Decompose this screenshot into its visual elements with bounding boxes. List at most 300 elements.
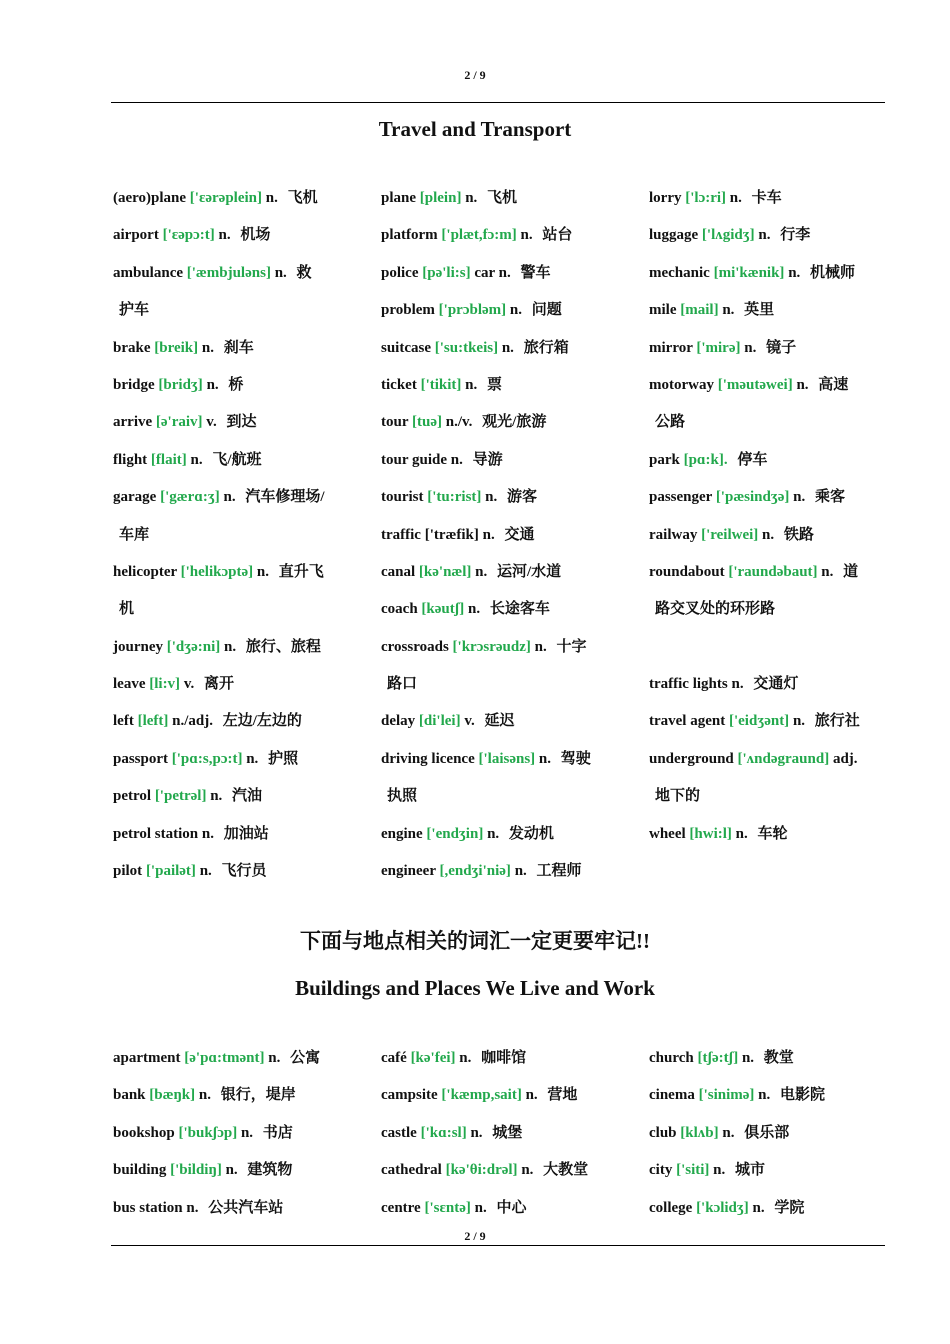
- entry-phonetic: [ə'raiv]: [155, 414, 203, 431]
- entry-pos: n.: [538, 750, 552, 767]
- entry-phonetic: [pə'li:s]: [422, 264, 471, 281]
- section-title-buildings: Buildings and Places We Live and Work: [295, 976, 655, 1000]
- entry-word: tour: [381, 414, 409, 431]
- vocab-entry: [381, 672, 627, 709]
- entry-word: pilot: [113, 863, 143, 880]
- entry-meaning: 发动机: [508, 825, 554, 842]
- vocab-entry: [381, 1083, 627, 1120]
- entry-word: coach: [381, 601, 418, 618]
- entry-phonetic: ['raundəbaut]: [728, 563, 818, 580]
- vocab-entry: [381, 410, 627, 447]
- entry-meaning: 工程师: [536, 863, 582, 880]
- entry-meaning: 交通灯: [753, 676, 799, 693]
- vocab-entry: [381, 373, 627, 410]
- entry-pos: n.: [752, 1199, 765, 1216]
- vocab-entry: [381, 597, 627, 634]
- entry-word: ambulance: [113, 264, 184, 281]
- vocab-entry: [381, 298, 627, 335]
- entry-phonetic: [kə'fei]: [410, 1050, 456, 1066]
- entry-meaning: 机场: [240, 227, 271, 244]
- entry-phonetic: ['tikit]: [420, 376, 462, 393]
- entry-meaning: 飞机: [487, 190, 518, 206]
- entry-pos: n.: [788, 264, 801, 281]
- entry-word: petrol station: [113, 825, 199, 842]
- entry-meaning: 路口: [387, 676, 418, 693]
- vocab-entry: [649, 1046, 895, 1083]
- entry-phonetic: ['plæt,fɔ:m]: [441, 227, 517, 244]
- header-rule: [111, 102, 885, 103]
- entry-meaning: 直升飞: [278, 563, 324, 580]
- vocab-entry: [649, 1196, 895, 1233]
- entry-phonetic: [tuə]: [411, 414, 442, 431]
- entry-meaning: 导游: [472, 451, 503, 468]
- entry-meaning: 乘客: [814, 489, 845, 506]
- entry-phonetic: [hwi:l]: [689, 825, 732, 842]
- entry-meaning: 建筑物: [247, 1162, 293, 1179]
- entry-meaning: 车库: [119, 526, 150, 543]
- entry-pos: n.: [796, 376, 809, 393]
- entry-meaning: 机: [119, 601, 135, 618]
- vocab-entry: [381, 1158, 627, 1195]
- vocab-entry: [113, 560, 359, 597]
- vocab-entry: [381, 261, 627, 298]
- entry-phonetic: [kəutʃ]: [421, 601, 465, 618]
- entry-pos: n.: [509, 302, 522, 319]
- entry-pos: n.: [224, 638, 237, 655]
- entry-phonetic: ['petrəl]: [154, 788, 207, 805]
- entry-pos: n.: [525, 1087, 538, 1104]
- vocab-entry: [381, 1196, 627, 1233]
- entry-phonetic: ['æmbjuləns]: [186, 264, 271, 281]
- entry-pos: n.: [268, 1050, 281, 1066]
- entry-phonetic: ['kɔlidʒ]: [696, 1199, 749, 1216]
- entry-meaning: 公共汽车站: [208, 1199, 284, 1216]
- entry-pos: n.: [741, 1050, 755, 1066]
- entry-word: luggage: [649, 227, 699, 244]
- vocab-entry: [381, 747, 627, 784]
- vocab-entry: [649, 485, 895, 522]
- entry-meaning: 汽油: [232, 788, 263, 805]
- vocab-entry: [649, 1121, 895, 1158]
- entry-pos: n.: [487, 825, 500, 842]
- vocab-entry: [113, 859, 359, 896]
- entry-pos: v.: [206, 414, 217, 431]
- entry-pos: n.: [731, 676, 744, 693]
- entry-pos: n.: [482, 526, 495, 543]
- entry-word: bus station: [113, 1199, 183, 1216]
- entry-word: bridge: [113, 376, 155, 393]
- vocab-entry: [649, 448, 895, 485]
- entry-word: building: [113, 1162, 167, 1179]
- vocab-entry: [113, 261, 359, 298]
- vocab-entry: [381, 523, 627, 560]
- entry-pos: n.: [223, 489, 236, 506]
- entry-word: railway: [649, 526, 698, 543]
- page-number-bottom: 2 / 9: [464, 1229, 486, 1243]
- vocab-entry: [113, 448, 359, 485]
- entry-word: helicopter: [113, 563, 177, 580]
- entry-pos: n.: [470, 1124, 483, 1141]
- entry-pos: n.: [793, 489, 806, 506]
- entry-meaning: 公路: [655, 414, 686, 431]
- vocab-entry: [113, 1196, 359, 1233]
- entry-meaning: 银行，堤岸: [220, 1087, 296, 1104]
- entry-meaning: 离开: [204, 676, 235, 693]
- entry-phonetic: ['kæmp,sait]: [441, 1087, 522, 1104]
- entry-meaning: 高速: [818, 376, 849, 393]
- vocab-entry: [113, 1083, 359, 1120]
- vocab-entry: [113, 747, 359, 784]
- entry-word: centre: [381, 1199, 421, 1216]
- entry-phonetic: [bridʒ]: [158, 376, 203, 393]
- entry-meaning: 护车: [119, 302, 150, 319]
- entry-meaning: 车轮: [757, 825, 788, 842]
- entry-word: platform: [381, 227, 438, 244]
- vocab-entry: [113, 298, 359, 335]
- entry-word: petrol: [113, 788, 152, 805]
- entry-word: engine: [381, 825, 423, 842]
- entry-word: wheel: [649, 825, 686, 842]
- entry-phonetic: [,endʒi'niə]: [439, 863, 511, 880]
- entry-pos: n.: [722, 1124, 735, 1141]
- vocab-entry: [381, 1046, 627, 1083]
- vocab-column-2: [381, 186, 627, 896]
- vocab-entry: [381, 822, 627, 859]
- memo-note: 下面与地点相关的词汇一定更要牢记!!: [300, 929, 650, 953]
- vocab-entry: [113, 1158, 359, 1195]
- entry-meaning: 营地: [547, 1087, 578, 1104]
- entry-meaning: 长途客车: [489, 601, 550, 618]
- vocab-entry: [113, 784, 359, 821]
- entry-pos: n.: [474, 1199, 487, 1216]
- entry-phonetic: [di'lei]: [418, 713, 461, 730]
- vocab-entry: [649, 1158, 895, 1195]
- entry-word: (aero)plane: [113, 190, 187, 206]
- entry-pos: v.: [464, 713, 475, 730]
- entry-meaning: 大教堂: [543, 1162, 589, 1179]
- vocab-entry: [113, 373, 359, 410]
- entry-meaning: 飞机: [287, 190, 318, 206]
- vocab-entry: [113, 1046, 359, 1083]
- vocab-entry: [649, 709, 895, 746]
- entry-phonetic: ['sinimə]: [698, 1087, 755, 1104]
- entry-pos: n.: [744, 339, 757, 356]
- entry-pos: n.: [198, 1087, 211, 1104]
- entry-phonetic: [plein]: [419, 190, 462, 206]
- entry-phonetic: [tʃə:tʃ]: [697, 1050, 739, 1066]
- entry-pos: n./adj.: [172, 713, 213, 730]
- section-title-travel: Travel and Transport: [378, 117, 572, 141]
- entry-phonetic: ['endʒin]: [426, 825, 484, 842]
- entry-word: city: [649, 1162, 673, 1179]
- vocab-entry: [649, 672, 895, 709]
- entry-phonetic: [flait]: [150, 451, 187, 468]
- entry-word: problem: [381, 302, 435, 319]
- entry-phonetic: [bæŋk]: [149, 1087, 196, 1104]
- vocab-entry: [649, 186, 895, 223]
- entry-phonetic: ['helikɔptə]: [180, 563, 254, 580]
- entry-pos: n.: [201, 339, 214, 356]
- vocab-entry: [649, 1083, 895, 1120]
- vocab-column-3: [649, 186, 895, 859]
- entry-meaning: 观光/旅游: [482, 414, 547, 431]
- entry-meaning: 学院: [774, 1199, 805, 1216]
- footer-rule: [111, 1245, 885, 1246]
- entry-meaning: 咖啡馆: [481, 1050, 527, 1066]
- entry-pos: adj.: [832, 750, 858, 767]
- vocab-column-3: [649, 1046, 895, 1233]
- entry-pos: n.: [521, 1162, 534, 1179]
- entry-pos: n.: [485, 489, 498, 506]
- entry-word: arrive: [113, 414, 153, 431]
- entry-pos: n.: [218, 227, 231, 244]
- entry-word: church: [649, 1050, 694, 1066]
- entry-pos: n.: [186, 1199, 199, 1216]
- entry-word: motorway: [649, 376, 714, 393]
- entry-word: passenger: [649, 489, 713, 506]
- entry-pos: n.: [246, 750, 259, 767]
- entry-phonetic: ['lʌgidʒ]: [701, 227, 755, 244]
- entry-phonetic: ['pailət]: [145, 863, 196, 880]
- entry-meaning: 票: [487, 376, 503, 393]
- entry-meaning: 中心: [496, 1199, 527, 1216]
- entry-pos: n.: [465, 190, 478, 206]
- entry-phonetic: ['tu:rist]: [427, 489, 482, 506]
- vocab-entry: [649, 223, 895, 260]
- vocab-entry: [113, 597, 359, 634]
- entry-word: travel agent: [649, 713, 726, 730]
- entry-word: mile: [649, 302, 677, 319]
- entry-meaning: 卡车: [751, 190, 782, 206]
- entry-pos: n./v.: [445, 414, 473, 431]
- entry-pos: n.: [190, 451, 203, 468]
- entry-meaning: 教堂: [763, 1050, 794, 1066]
- entry-phonetic: [li:v]: [149, 676, 181, 693]
- entry-word: brake: [113, 339, 151, 356]
- entry-meaning: 十字: [556, 638, 587, 655]
- entry-meaning: 旅行社: [814, 713, 860, 730]
- entry-pos: n.: [465, 376, 478, 393]
- entry-meaning: 游客: [507, 489, 538, 506]
- entry-meaning: 旅行箱: [523, 339, 569, 356]
- entry-meaning: 铁路: [783, 526, 814, 543]
- entry-pos: n.: [729, 190, 742, 206]
- vocab-entry: [381, 1121, 627, 1158]
- vocab-entry: [649, 635, 895, 672]
- entry-word: café: [381, 1050, 407, 1066]
- entry-phonetic: ['dʒə:ni]: [166, 638, 221, 655]
- entry-phonetic: ['bildiŋ]: [170, 1162, 222, 1179]
- entry-phonetic: ['pæsindʒə]: [715, 489, 790, 506]
- vocab-entry: [649, 560, 895, 597]
- entry-meaning: 运河/水道: [497, 563, 562, 580]
- entry-meaning: 路交叉处的环形路: [655, 601, 776, 618]
- entry-phonetic: ['ɛəpɔ:t]: [162, 227, 215, 244]
- entry-meaning: 桥: [228, 376, 244, 393]
- entry-meaning: 停车: [737, 451, 768, 468]
- entry-word: passport: [113, 750, 169, 767]
- vocab-entry: [649, 523, 895, 560]
- vocab-entry: [113, 635, 359, 672]
- entry-word: flight: [113, 451, 148, 468]
- entry-word: bookshop: [113, 1124, 175, 1141]
- entry-pos: n.: [792, 713, 806, 730]
- page-number-top: 2 / 9: [464, 68, 486, 82]
- vocab-entry: [113, 523, 359, 560]
- vocab-entry: [649, 597, 895, 634]
- entry-pos: n.: [762, 526, 775, 543]
- entry-word: cinema: [649, 1087, 695, 1104]
- entry-word: leave: [113, 676, 146, 693]
- entry-word: cathedral: [381, 1162, 442, 1179]
- vocab-entry: [381, 635, 627, 672]
- entry-word: airport: [113, 227, 159, 244]
- entry-meaning: 机械师: [810, 264, 856, 281]
- entry-pos: n.: [206, 376, 219, 393]
- entry-phonetic: ['prɔbləm]: [438, 302, 507, 319]
- vocab-entry: [649, 373, 895, 410]
- entry-word: engineer: [381, 863, 436, 880]
- entry-word: bank: [113, 1087, 146, 1104]
- entry-phonetic: [kə'næl]: [418, 563, 472, 580]
- entry-phonetic: [left]: [137, 713, 169, 730]
- entry-pos: n.: [225, 1162, 238, 1179]
- entry-word: roundabout: [649, 563, 725, 580]
- entry-word: suitcase: [381, 339, 431, 356]
- entry-pos: n.: [758, 227, 771, 244]
- vocab-entry: [381, 485, 627, 522]
- entry-meaning: 延迟: [484, 713, 515, 730]
- entry-meaning: 城市: [735, 1162, 766, 1179]
- entry-phonetic: ['məutəwei]: [717, 376, 793, 393]
- entry-phonetic: ['krɔsrəudz]: [452, 638, 531, 655]
- entry-phonetic: [klʌb]: [680, 1124, 719, 1141]
- entry-pos: n.: [459, 1050, 472, 1066]
- entry-phonetic: ['bukʃɔp]: [178, 1124, 238, 1141]
- entry-pos: n.: [758, 1087, 771, 1104]
- entry-meaning: 城堡: [492, 1124, 523, 1141]
- vocab-entry: [649, 822, 895, 859]
- entry-meaning: 问题: [531, 302, 562, 319]
- entry-phonetic: ['ʌndəgraund]: [737, 750, 830, 767]
- entry-pos: n.: [735, 825, 748, 842]
- entry-meaning: 英里: [744, 302, 775, 319]
- entry-meaning: 飞行员: [221, 863, 267, 880]
- vocab-entry: [113, 186, 359, 223]
- vocab-entry: [381, 448, 627, 485]
- entry-word: journey: [113, 638, 163, 655]
- entry-phonetic: [kə'θi:drəl]: [445, 1162, 518, 1179]
- entry-word: park: [649, 451, 680, 468]
- entry-pos: n.: [475, 563, 488, 580]
- vocab-entry: [113, 709, 359, 746]
- entry-meaning: 执照: [387, 788, 418, 805]
- vocab-entry: [381, 560, 627, 597]
- entry-meaning: 交通: [504, 526, 535, 543]
- vocab-entry: [113, 336, 359, 373]
- entry-word: left: [113, 713, 134, 730]
- entry-word: castle: [381, 1124, 417, 1141]
- vocab-entry: [113, 485, 359, 522]
- vocab-entry: [649, 298, 895, 335]
- entry-word: college: [649, 1199, 693, 1216]
- vocab-entry: [113, 410, 359, 447]
- entry-phonetic: [ə'pɑ:tmənt]: [184, 1050, 265, 1066]
- entry-phonetic: ['gærɑ:ʒ]: [160, 489, 220, 506]
- entry-phonetic: [mail]: [680, 302, 719, 319]
- entry-phonetic: [pɑ:k].: [683, 451, 728, 468]
- entry-pos: n.: [240, 1124, 254, 1141]
- entry-word: crossroads: [381, 638, 449, 655]
- vocab-entry: [381, 223, 627, 260]
- entry-meaning: 护照: [268, 750, 299, 767]
- entry-pos: n.: [468, 601, 481, 618]
- entry-meaning: 站台: [542, 227, 573, 244]
- entry-pos: n.: [199, 863, 212, 880]
- vocab-entry: [649, 336, 895, 373]
- vocab-entry: [649, 261, 895, 298]
- vocab-entry: [113, 1121, 359, 1158]
- entry-word: canal: [381, 563, 416, 580]
- entry-meaning: 警车: [520, 264, 551, 281]
- entry-pos: n.: [210, 788, 223, 805]
- entry-phonetic: ['laisəns]: [478, 750, 536, 767]
- vocab-column-2: [381, 1046, 627, 1233]
- vocab-entry: [381, 784, 627, 821]
- vocab-entry: [113, 822, 359, 859]
- entry-meaning: 地下的: [655, 788, 701, 805]
- entry-phonetic: ['sɛntə]: [424, 1199, 471, 1216]
- entry-phonetic: ['eidʒənt]: [728, 713, 790, 730]
- entry-pos: n.: [256, 563, 269, 580]
- vocab-entry: [649, 410, 895, 447]
- entry-meaning: 刹车: [223, 339, 254, 356]
- vocab-entry: [381, 336, 627, 373]
- entry-meaning: 飞/航班: [212, 451, 262, 468]
- vocab-entry: [381, 709, 627, 746]
- entry-phonetic: ['ɛərəplein]: [189, 190, 263, 206]
- entry-pos: n.: [274, 264, 287, 281]
- entry-pos: n.: [821, 563, 834, 580]
- entry-pos: v.: [183, 676, 195, 693]
- entry-word: campsite: [381, 1087, 438, 1104]
- vocab-entry: [381, 186, 627, 223]
- entry-pos: car n.: [474, 264, 511, 281]
- vocab-entry: [649, 747, 895, 784]
- entry-word: mechanic: [649, 264, 710, 281]
- entry-meaning: 驾驶: [560, 750, 591, 767]
- entry-word: police: [381, 264, 419, 281]
- entry-phonetic: ['su:tkeis]: [434, 339, 499, 356]
- entry-meaning: 公寓: [290, 1050, 321, 1066]
- entry-meaning: 左边/左边的: [222, 713, 302, 730]
- entry-pos: n.: [520, 227, 533, 244]
- entry-phonetic: ['kɑ:sl]: [420, 1124, 467, 1141]
- entry-word: lorry: [649, 190, 682, 206]
- entry-pos: n.: [534, 638, 547, 655]
- entry-word: mirror: [649, 339, 693, 356]
- entry-word: traffic lights: [649, 676, 728, 693]
- vocab-entry: [113, 223, 359, 260]
- entry-meaning: 书店: [262, 1124, 293, 1141]
- entry-phonetic: ['pɑ:s,pɔ:t]: [171, 750, 243, 767]
- entry-word: tour guide: [381, 451, 447, 468]
- entry-pos: n.: [450, 451, 463, 468]
- entry-word: ticket: [381, 376, 417, 393]
- entry-meaning: 镜子: [766, 339, 797, 356]
- entry-meaning: 旅行、旅程: [245, 638, 321, 655]
- entry-meaning: 加油站: [223, 825, 269, 842]
